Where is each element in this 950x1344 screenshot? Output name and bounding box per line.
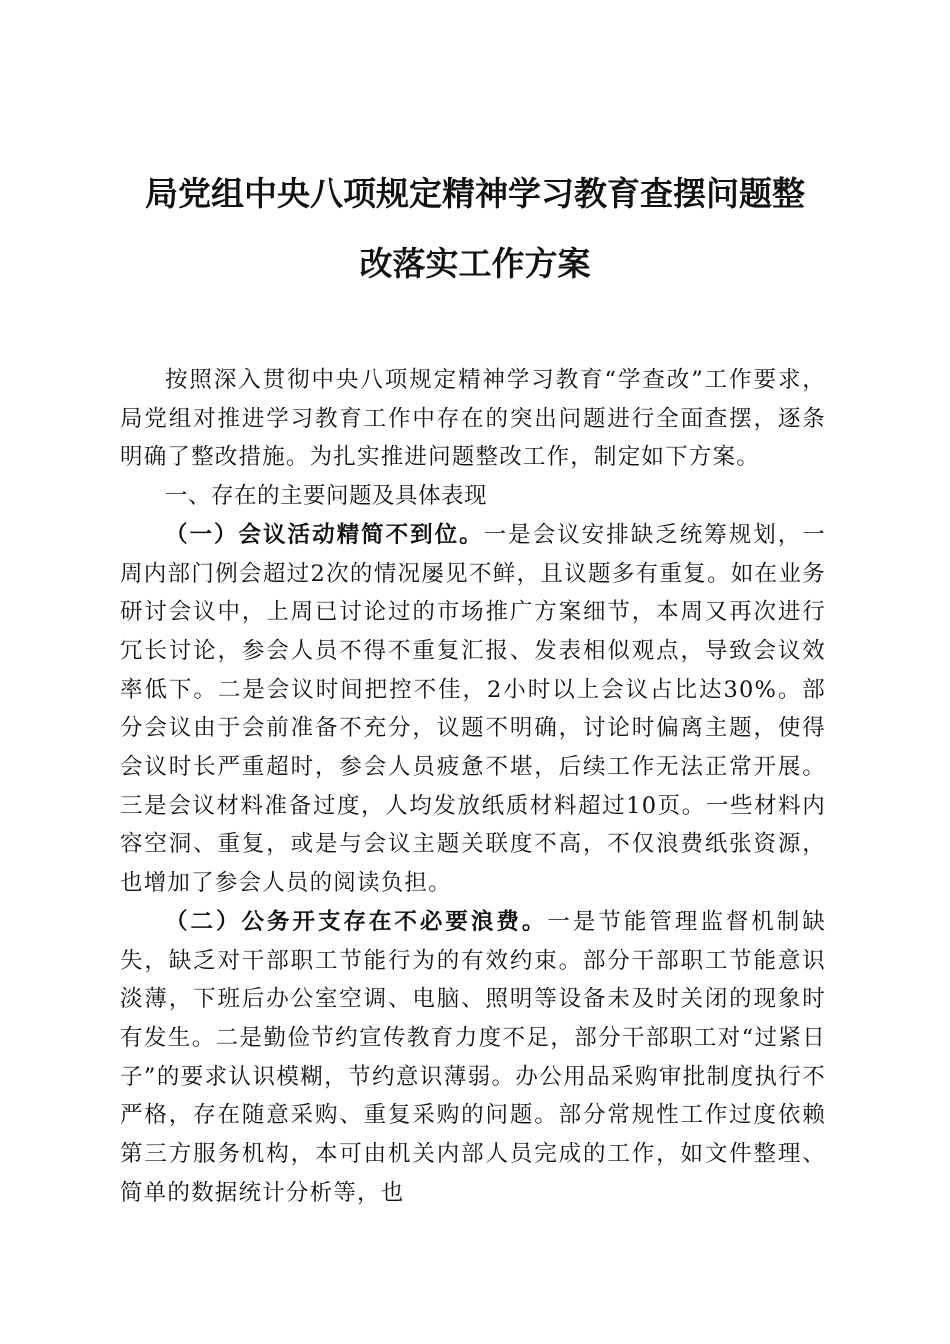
subsection-heading-1: （一）会议活动精简不到位。 [165,521,484,548]
section-heading-1: 一、存在的主要问题及具体表现 [165,483,488,510]
document-body [120,361,826,1212]
subsection-paragraph-2 [120,903,826,1213]
document-title-line-2: 改落实工作方案 [359,244,591,283]
subsection-text-1: 一是会议安排缺乏统筹规划，一周内部门例会超过2次的情况屡见不鲜，且议题多有重复。如在业务研讨会议中，上周已讨论过的市场推广方案细节，本周又再次进行冗长讨论，参会人员不得不重复汇报、发表相似观点，导致会议效率低下。二是会议时间把控不佳，2小时以上会议占比达30%。部分会议由于会前准备不充分，议题不明确，讨论时偏离主题，使得会议时长严重超时，参会人员疲惫不堪，后续工作无法正常开展。三是会议材料准备过度，人均发放纸质材料超过10页。一些材料内容空洞、重复，或是与会议主题关联度不高，不仅浪费纸张资源，也增加了参会人员的阅读负担。 [120,521,826,897]
subsection-paragraph-1 [120,516,826,903]
document-title-line-1: 局党组中央八项规定精神学习教育查摆问题整 [145,174,805,213]
subsection-text-2: 一是节能管理监督机制缺失，缺乏对干部职工节能行为的有效约束。部分干部职工节能意识淡薄，下班后办公室空调、电脑、照明等设备未及时关闭的现象时有发生。二是勤俭节约宣传教育力度不足，部分干部职工对“过紧日子”的要求认识模糊，节约意识薄弱。办公用品采购审批制度执行不严格，存在随意采购、重复采购的问题。部分常规性工作过度依赖第三方服务机构，本可由机关内部人员完成的工作，如文件整理、简单的数据统计分析等，也 [120,908,826,1206]
subsection-heading-2: （二）公务开支存在不必要浪费。 [165,908,548,935]
intro-paragraph: 按照深入贯彻中央八项规定精神学习教育“学查改”工作要求，局党组对推进学习教育工作中存在的突出问题进行全面查摆，逐条明确了整改措施。为扎实推进问题整改工作，制定如下方案。 [120,367,826,471]
